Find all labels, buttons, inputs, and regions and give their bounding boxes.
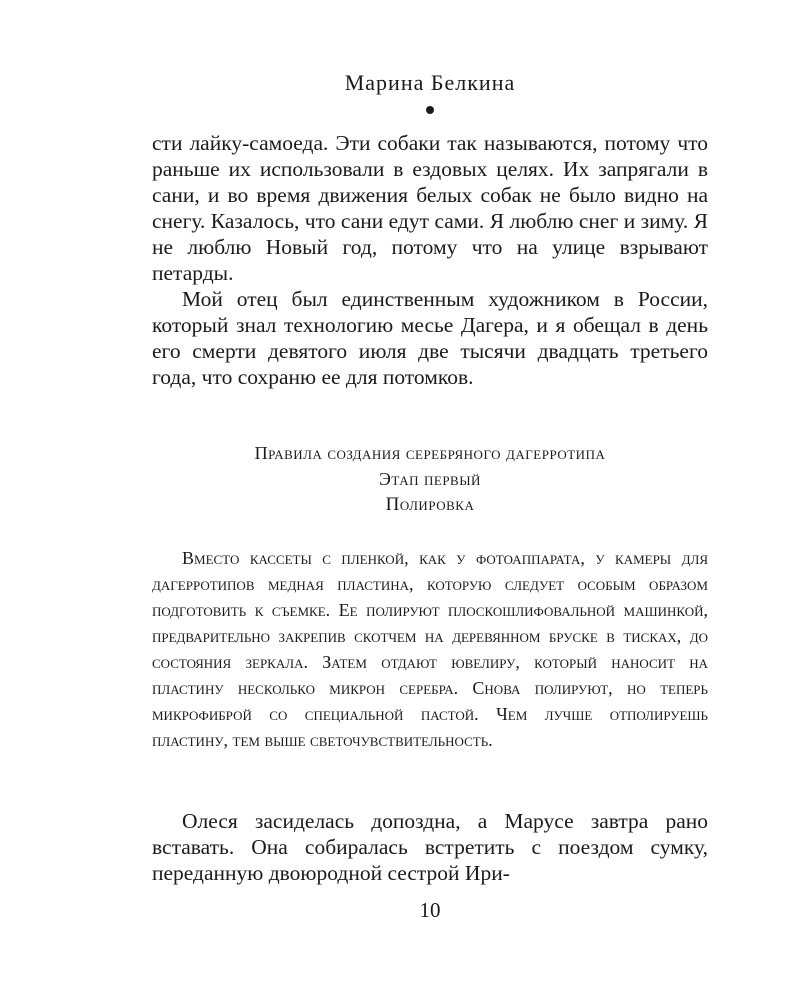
page-number: 10 (419, 898, 441, 922)
body-text-top (152, 130, 708, 390)
book-page (152, 0, 708, 1000)
section-subtitle: Полировка (385, 494, 475, 515)
body-text-bottom (152, 808, 708, 886)
instruction-text (152, 545, 708, 753)
instruction-paragraph: Вместо кассеты с пленкой, как у фотоаппарата, у камеры для дагерротипов медная пластина, которую следует особым образом подготовить к съемке. Ее полируют плоскошлифовальной машинкой, предварительно закрепив скотчем на деревянном бруске в тисках, до состояния зеркала. Затем отдают ювелиру, который наносит на пластину несколько микрон серебра. Снова полируют, но теперь микрофиброй со специальной пастой. Чем лучше отполируешь пластину, тем выше светочувствительность. (152, 548, 708, 750)
paragraph: Олеся засиделась допоздна, а Марусе завтра рано вставать. Она собиралась встретить с поездом сумку, переданную двоюродной сестрой Ири- (152, 809, 708, 885)
running-head-author: Марина Белкина (344, 70, 516, 95)
section-stage: Этап первый (379, 469, 481, 489)
section-title: Правила создания серебряного дагерротипа (254, 443, 606, 463)
paragraph: Мой отец был единственным художником в России, который знал технологию месье Дагера, и я обещал в день его смерти девятого июля две тысячи двадцать третьего года, что сохраню ее для потомков. (152, 287, 708, 389)
paragraph-continued: сти лайку-самоеда. Эти собаки так называются, потому что раньше их использовали в ездовых целях. Их запрягали в сани, и во время движения белых собак не было видно на снегу. Казалось, что сани едут сами. Я люблю снег и зиму. Я не люблю Новый год, потому что на улице взрывают петарды. (152, 131, 708, 285)
ornament-dot (426, 106, 434, 114)
